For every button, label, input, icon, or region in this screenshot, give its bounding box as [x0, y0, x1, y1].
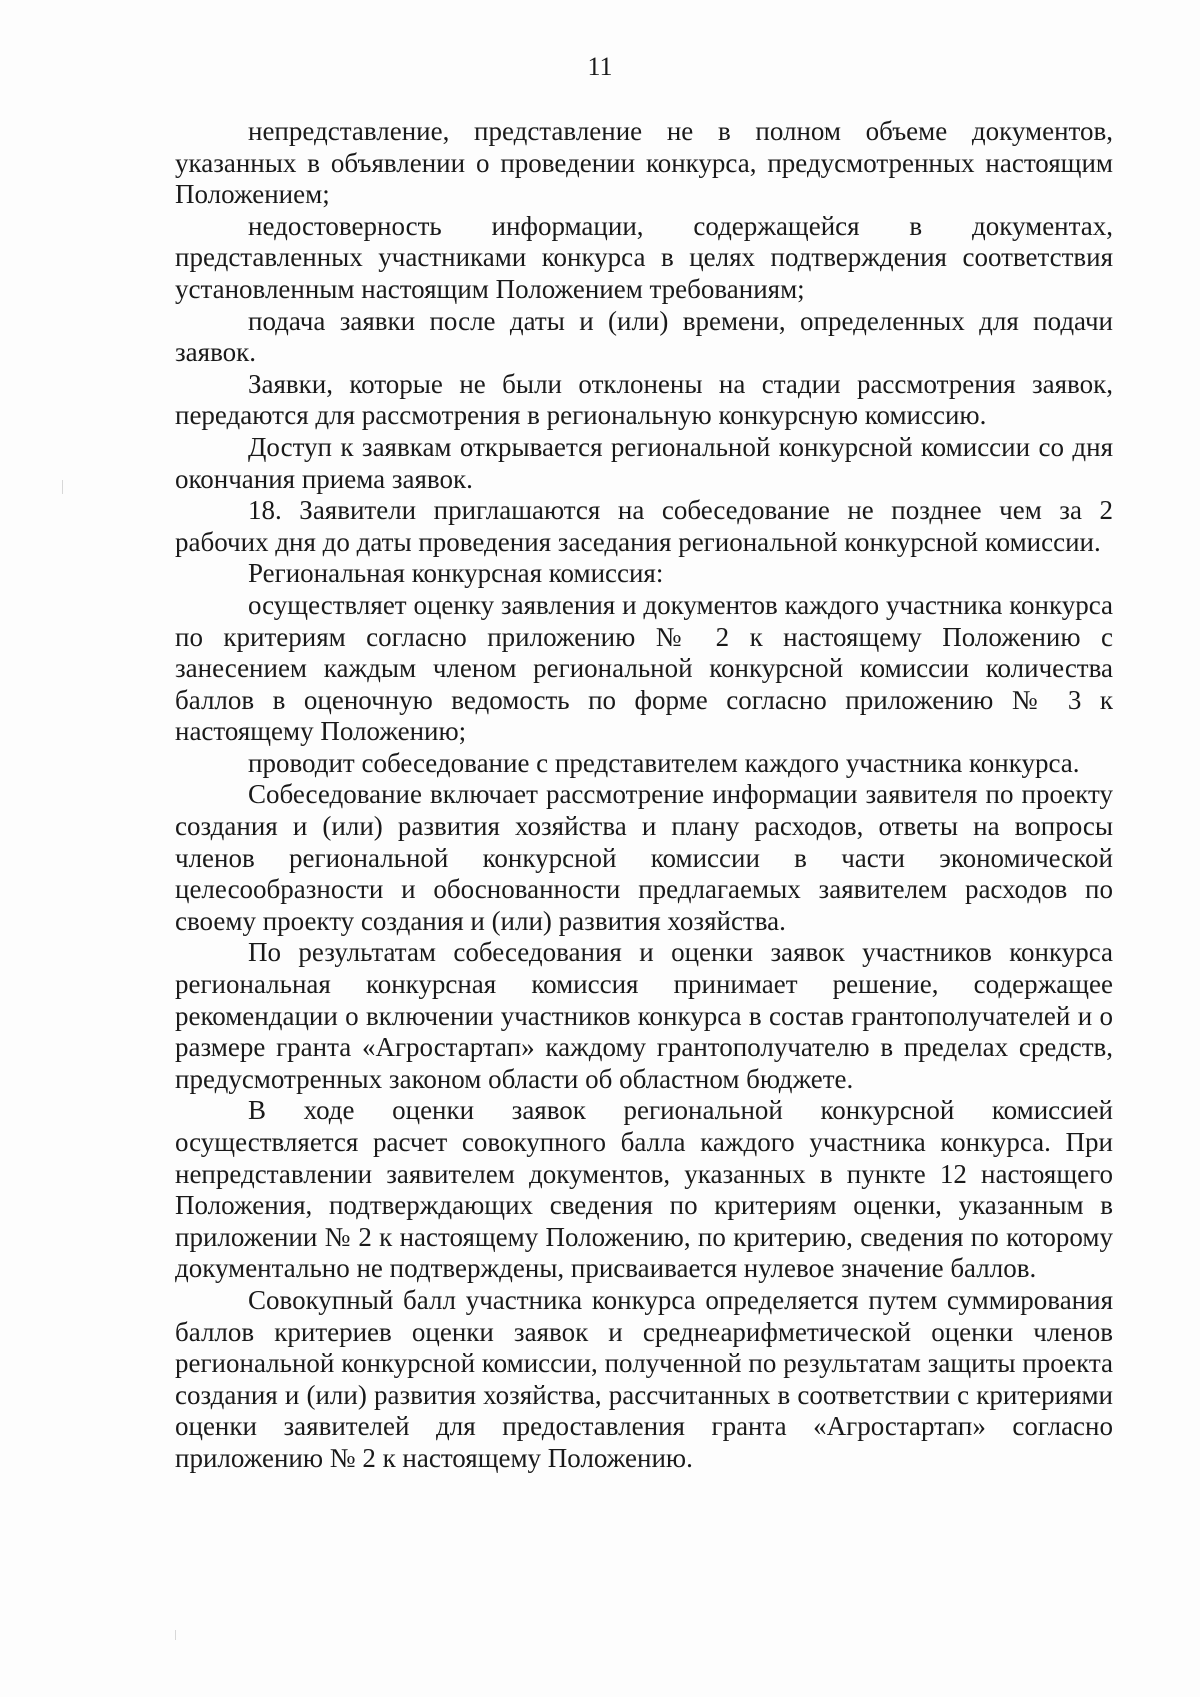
paragraph-5: Доступ к заявкам открывается региональной конкурсной комиссии со дня окончания приема заявок. [175, 431, 1113, 494]
paragraph-1: непредставление, представление не в полном объеме документов, указанных в объявлении о проведении конкурса, предусмотренных настоящим Положением; [175, 116, 1113, 210]
paragraph-8: осуществляет оценку заявления и документов каждого участника конкурса по критериям согласно приложению № 2 к настоящему Положению с занесением каждым членом региональной конкурсной комиссии количества баллов в оценочную ведомость по форме согласно приложению № 3 к настоящему Положению; [175, 589, 1113, 747]
paragraph-4: Заявки, которые не были отклонены на стадии рассмотрения заявок, передаются для рассмотрения в региональную конкурсную комиссию. [175, 368, 1113, 431]
paragraph-9: проводит собеседование с представителем каждого участника конкурса. [248, 747, 1080, 778]
paragraph-3: подача заявки после даты и (или) времени, определенных для подачи заявок. [175, 305, 1113, 368]
paragraph-2: недостоверность информации, содержащейся в документах, представленных участниками конкурса в целях подтверждения соответствия установленным настоящим Положением требованиям; [175, 210, 1113, 304]
paragraph-7: Региональная конкурсная комиссия: [248, 558, 664, 589]
paragraph-11: По результатам собеседования и оценки заявок участников конкурса региональная конкурсная комиссия принимает решение, содержащее рекомендации о включении участников конкурса в состав грантополучателей и о размере гранта «Агростартап» каждому грантополучателю в пределах средств, предусмотренных законом области об областном бюджете. [175, 937, 1113, 1094]
paragraph-10: Собеседование включает рассмотрение информации заявителя по проекту создания и (или) развития хозяйства и плану расходов, ответы на вопросы членов региональной конкурсной комиссии в части экономической целесообразности и обоснованности предлагаемых заявителем расходов по своему проекту создания и (или) развития хозяйства. [175, 779, 1113, 936]
paragraph-12: В ходе оценки заявок региональной конкурсной комиссией осуществляется расчет совокупного балла каждого участника конкурса. При непредставлении заявителем документов, указанных в пункте 12 настоящего Положения, подтверждающих сведения по критериям оценки, указанным в приложении № 2 к настоящему Положению, по критерию, сведения по которому документально не подтверждены, присваивается нулевое значение баллов. [175, 1095, 1113, 1284]
page-number: 11 [587, 52, 613, 81]
scan-artifact-mark [175, 1630, 176, 1640]
paragraph-13: Совокупный балл участника конкурса определяется путем суммирования баллов критериев оценки заявок и среднеарифметической оценки членов региональной конкурсной комиссии, полученной по результатам защиты проекта создания и (или) развития хозяйства, рассчитанных в соответствии с критериями оценки заявителей для предоставления гранта «Агростартап» согласно приложению № 2 к настоящему Положению. [175, 1284, 1113, 1473]
paragraph-6: 18. Заявители приглашаются на собеседование не позднее чем за 2 рабочих дня до даты проведения заседания региональной конкурсной комиссии. [175, 495, 1113, 557]
scan-artifact-mark [62, 480, 63, 494]
document-body [175, 116, 1113, 1475]
